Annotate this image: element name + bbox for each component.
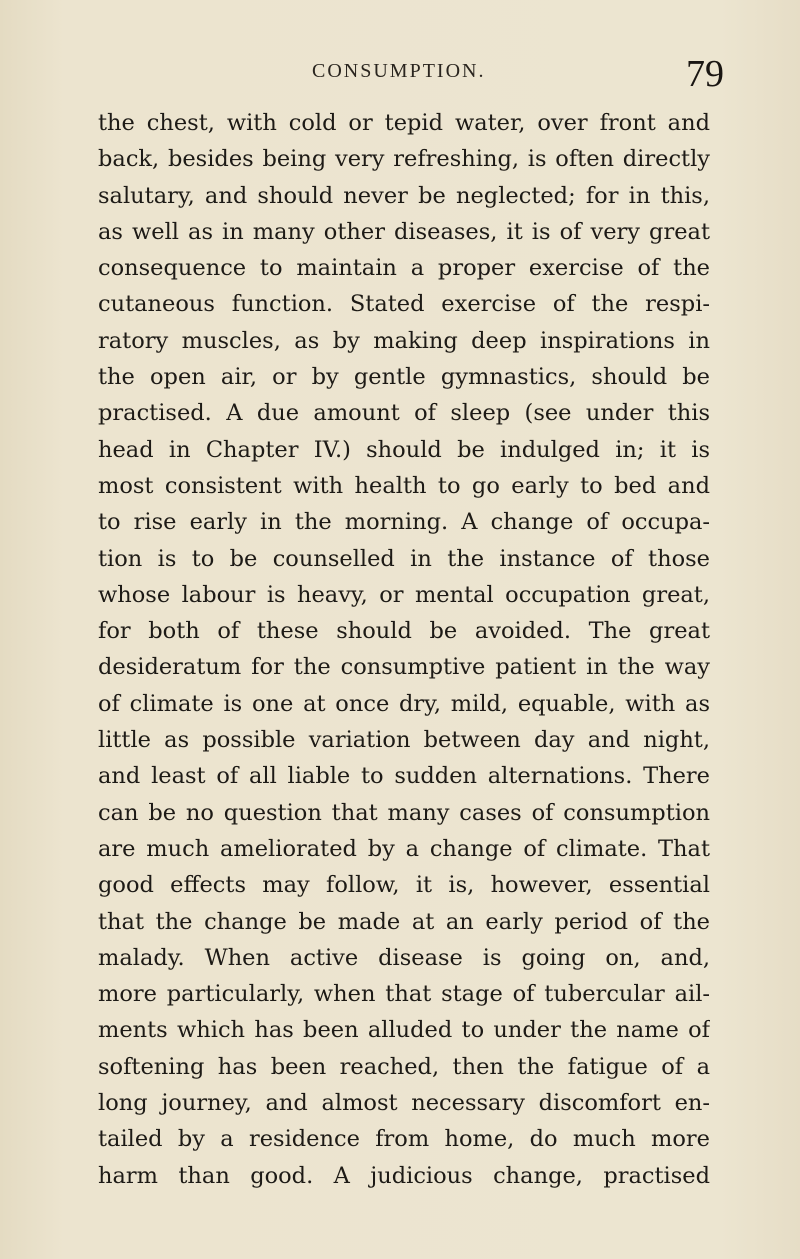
text-line: desideratum for the consumptive patient in the way bbox=[98, 654, 710, 681]
text-line: harm than good. A judicious change, practised bbox=[98, 1162, 710, 1189]
text-line: salutary, and should never be neglected; for in this, bbox=[98, 182, 710, 209]
text-line: tailed by a residence from home, do much more bbox=[98, 1126, 710, 1153]
body-text bbox=[98, 105, 710, 1194]
text-line: good effects may follow, it is, however, essential bbox=[98, 872, 710, 899]
text-line: of climate is one at once dry, mild, equable, with as bbox=[98, 690, 710, 717]
page-number: 79 bbox=[686, 53, 724, 95]
text-line: most consistent with health to go early to bed and bbox=[98, 472, 710, 499]
text-line: the chest, with cold or tepid water, over front and bbox=[98, 110, 710, 136]
text-line: more particularly, when that stage of tubercular ail- bbox=[98, 981, 710, 1008]
text-line: can be no question that many cases of consumption bbox=[98, 799, 710, 826]
text-line: little as possible variation between day and night, bbox=[98, 727, 710, 754]
text-line: for both of these should be avoided. The great bbox=[98, 618, 710, 645]
text-line: softening has been reached, then the fatigue of a bbox=[98, 1053, 710, 1080]
text-line: consequence to maintain a proper exercise of the bbox=[98, 255, 710, 282]
text-line: ratory muscles, as by making deep inspirations in bbox=[98, 327, 710, 354]
text-line: ments which has been alluded to under the name of bbox=[98, 1017, 710, 1044]
text-line: the open air, or by gentle gymnastics, should be bbox=[98, 364, 710, 391]
running-title: CONSUMPTION. bbox=[312, 60, 486, 82]
text-line: tion is to be counselled in the instance of those bbox=[98, 545, 710, 572]
text-line: back, besides being very refreshing, is often directly bbox=[98, 146, 710, 173]
page-header bbox=[0, 53, 800, 96]
text-line: malady. When active disease is going on, and, bbox=[98, 944, 710, 971]
text-line: head in Chapter IV.) should be indulged in; it is bbox=[98, 436, 710, 463]
text-line: practised. A due amount of sleep (see under this bbox=[98, 400, 710, 427]
text-line: whose labour is heavy, or mental occupation great, bbox=[98, 581, 710, 608]
text-line: cutaneous function. Stated exercise of the respi- bbox=[98, 291, 710, 318]
text-line: are much ameliorated by a change of climate. That bbox=[98, 835, 710, 862]
text-line: as well as in many other diseases, it is of very great bbox=[98, 218, 710, 245]
text-line: to rise early in the morning. A change of occupa- bbox=[98, 509, 710, 536]
text-line: long journey, and almost necessary discomfort en- bbox=[98, 1090, 710, 1117]
text-line: and least of all liable to sudden alternations. There bbox=[98, 763, 710, 790]
text-line: that the change be made at an early period of the bbox=[98, 908, 710, 935]
